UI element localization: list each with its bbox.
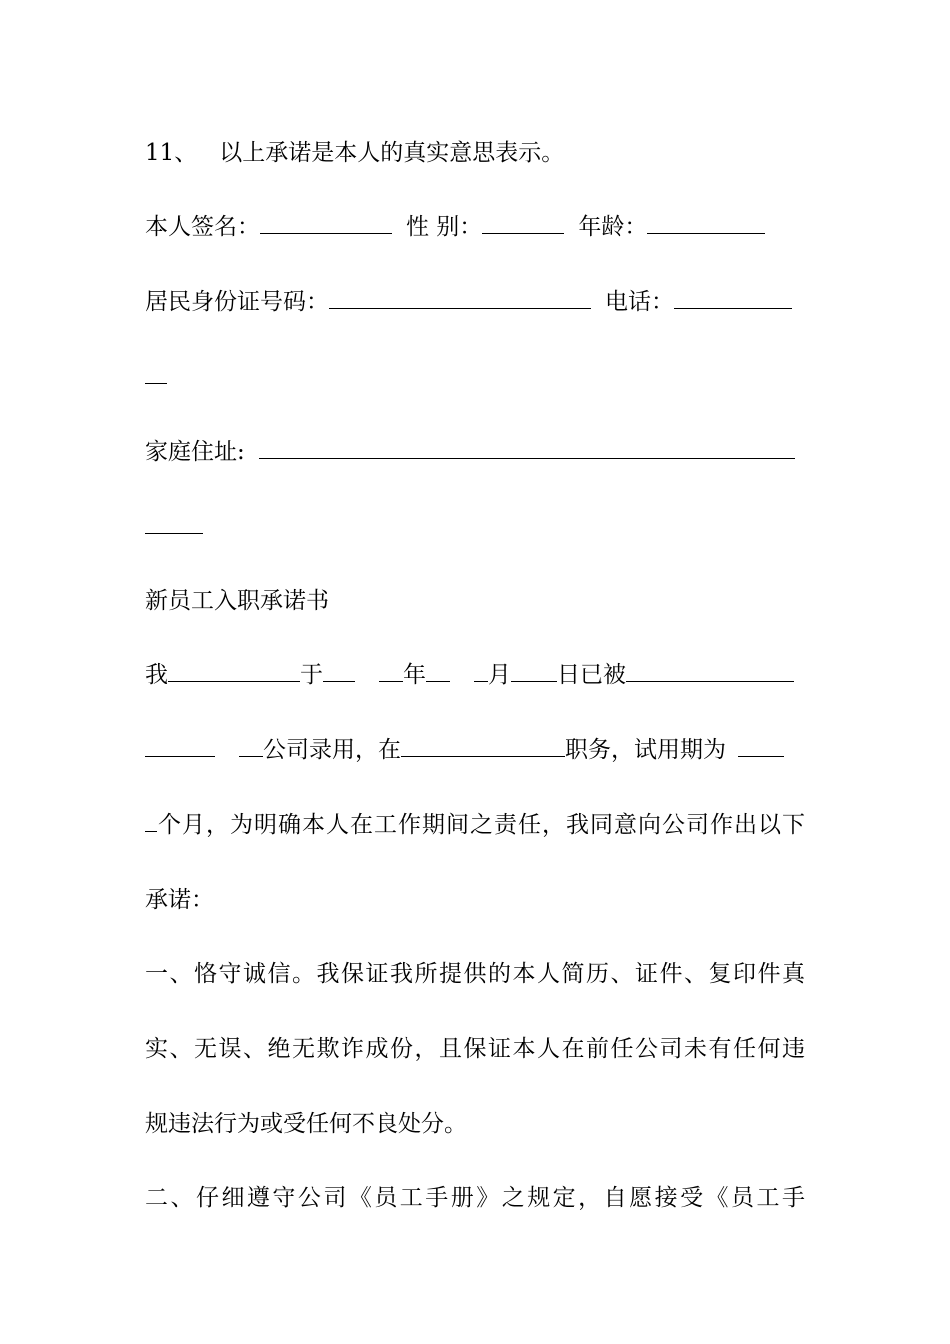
company-blank[interactable] (626, 661, 794, 682)
intro-nian: 年 (403, 662, 426, 688)
age-blank[interactable] (647, 213, 765, 234)
month-blank-a[interactable] (426, 661, 450, 682)
clause-1-text-3: 规违法行为或受任何不良处分。 (145, 1111, 467, 1137)
intro-ri: 日已被 (557, 662, 626, 688)
probation-blank-tail[interactable] (145, 811, 157, 832)
intro-month-text: 个月，为明确本人在工作期间之责任，我同意向公司作出以下 (157, 812, 805, 838)
item-11-number: 11、 (145, 140, 198, 166)
day-blank[interactable] (511, 661, 557, 682)
section-title-text: 新员工入职承诺书 (145, 588, 329, 614)
intro-yue: 月 (488, 662, 511, 688)
month-blank-b[interactable] (474, 661, 488, 682)
address-blank[interactable] (259, 438, 795, 459)
signature-blank[interactable] (260, 213, 392, 234)
company-blank-tail-b[interactable] (239, 736, 263, 757)
position-blank[interactable] (401, 736, 565, 757)
clause-1-line-3 (145, 1109, 805, 1139)
clause-1-line-2 (145, 1034, 805, 1064)
item-11-text: 以上承诺是本人的真实意思表示。 (219, 140, 565, 166)
phone-blank-tail[interactable] (145, 363, 167, 384)
phone-label: 电话： (605, 289, 674, 315)
address-blank-tail[interactable] (145, 513, 203, 534)
phone-blank-continuation (145, 362, 805, 392)
intro-wo: 我 (145, 662, 168, 688)
intro-line-1 (145, 660, 805, 690)
item-11-line (145, 138, 805, 168)
year-blank-b[interactable] (379, 661, 403, 682)
intro-line-3 (145, 810, 805, 840)
intro-yu: 于 (300, 662, 323, 688)
clause-2-text-1: 二、仔细遵守公司《员工手册》之规定，自愿接受《员工手 (145, 1185, 805, 1211)
address-blank-continuation (145, 512, 805, 542)
intro-promise: 承诺： (145, 887, 214, 913)
id-number-label: 居民身份证号码： (145, 289, 329, 315)
intro-line-2 (145, 735, 805, 765)
year-blank-a[interactable] (323, 661, 355, 682)
clause-1-line-1 (145, 959, 805, 989)
id-number-blank[interactable] (329, 288, 591, 309)
signature-label: 本人签名： (145, 214, 260, 240)
clause-1-text-1: 一、恪守诚信。我保证我所提供的本人简历、证件、复印件真 (145, 961, 805, 987)
intro-line-4 (145, 885, 805, 915)
clause-1-text-2: 实、无误、绝无欺诈成份，且保证本人在前任公司未有任何违 (145, 1036, 805, 1062)
address-row (145, 437, 805, 467)
intro-company: 公司录用，在 (263, 737, 401, 763)
phone-blank[interactable] (674, 288, 792, 309)
id-row (145, 287, 805, 317)
gender-blank[interactable] (482, 213, 564, 234)
company-blank-tail-a[interactable] (145, 736, 215, 757)
age-label: 年龄： (578, 214, 648, 240)
address-label: 家庭住址: (145, 439, 245, 465)
gender-label: 性 别： (406, 214, 483, 240)
signature-row (145, 212, 805, 242)
intro-position: 职务，试用期为 (565, 737, 726, 763)
probation-blank[interactable] (738, 736, 784, 757)
name-blank[interactable] (168, 661, 300, 682)
section-title (145, 586, 805, 616)
clause-2-line-1 (145, 1183, 805, 1213)
